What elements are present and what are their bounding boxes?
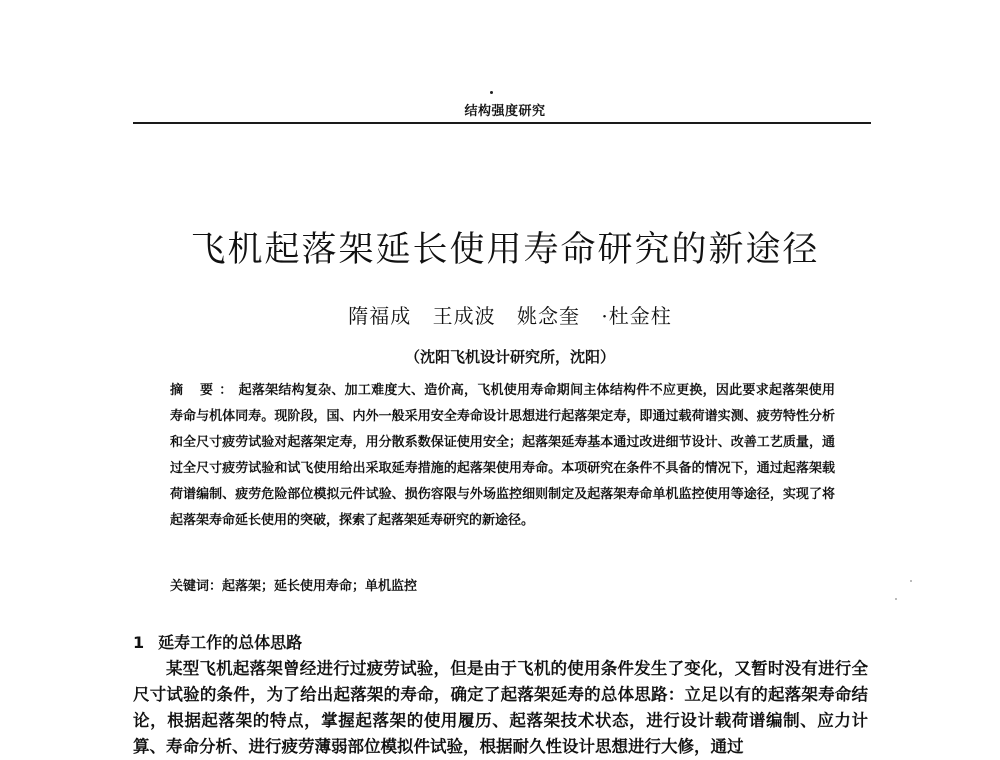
keywords bbox=[170, 575, 835, 594]
header-dot-mark bbox=[490, 91, 493, 94]
scan-speck bbox=[895, 598, 897, 600]
author-list bbox=[300, 300, 720, 329]
author-name: 姚念奎 bbox=[517, 304, 580, 328]
section-body-paragraph: 某型飞机起落架曾经进行过疲劳试验，但是由于飞机的使用条件发生了变化，又暂时没有进行全尺寸试验的条件，为了给出起落架的寿命，确定了起落架延寿的总体思路：立足以有的起落架寿命结论，根据起落架的特点，掌握起落架的使用履历、起落架技术状态，进行设计载荷谱编制、应力计算、寿命分析、进行疲劳薄弱部位模拟件试验，根据耐久性设计思想进行大修，通过 bbox=[133, 659, 868, 756]
section-title: 延寿工作的总体思路 bbox=[158, 633, 303, 652]
abstract-label: 摘 要： bbox=[170, 383, 239, 398]
author-name: ·杜金柱 bbox=[601, 304, 672, 328]
running-head: 结构强度研究 bbox=[464, 104, 546, 119]
abstract bbox=[170, 378, 835, 534]
author-affiliation: （沈阳飞机设计研究所，沈阳） bbox=[404, 348, 615, 366]
paper-title: 飞机起落架延长使用寿命研究的新途径 bbox=[190, 230, 820, 270]
author-name: 隋福成 bbox=[348, 304, 412, 328]
section-number: 1 bbox=[133, 633, 145, 652]
keywords-label: 关键词： bbox=[170, 579, 223, 594]
section-heading bbox=[133, 630, 302, 653]
keywords-text: 起落架；延长使用寿命；单机监控 bbox=[222, 579, 418, 594]
abstract-text: 起落架结构复杂、加工难度大、造价高，飞机使用寿命期间主体结构件不应更换，因此要求起落架使用寿命与机体同寿。现阶段，国、内外一般采用安全寿命设计思想进行起落架定寿，即通过载荷谱实测、疲劳特性分析和全尺寸疲劳试验对起落架定寿，用分散系数保证使用安全；起落架延寿基本通过改进细节设计、改善工艺质量，通过全尺寸疲劳试验和试飞使用给出采取延寿措施的起落架使用寿命。本项研究在条件不具备的情况下，通过起落架载荷谱编制、疲劳危险部位模拟元件试验、损伤容限与外场监控细则制定及起落架寿命单机监控使用等途径，实现了将起落架寿命延长使用的突破，探索了起落架延寿研究的新途径。 bbox=[170, 383, 835, 528]
author-name: 王成波 bbox=[432, 304, 496, 328]
scan-speck bbox=[910, 580, 912, 582]
header-rule bbox=[133, 122, 871, 124]
